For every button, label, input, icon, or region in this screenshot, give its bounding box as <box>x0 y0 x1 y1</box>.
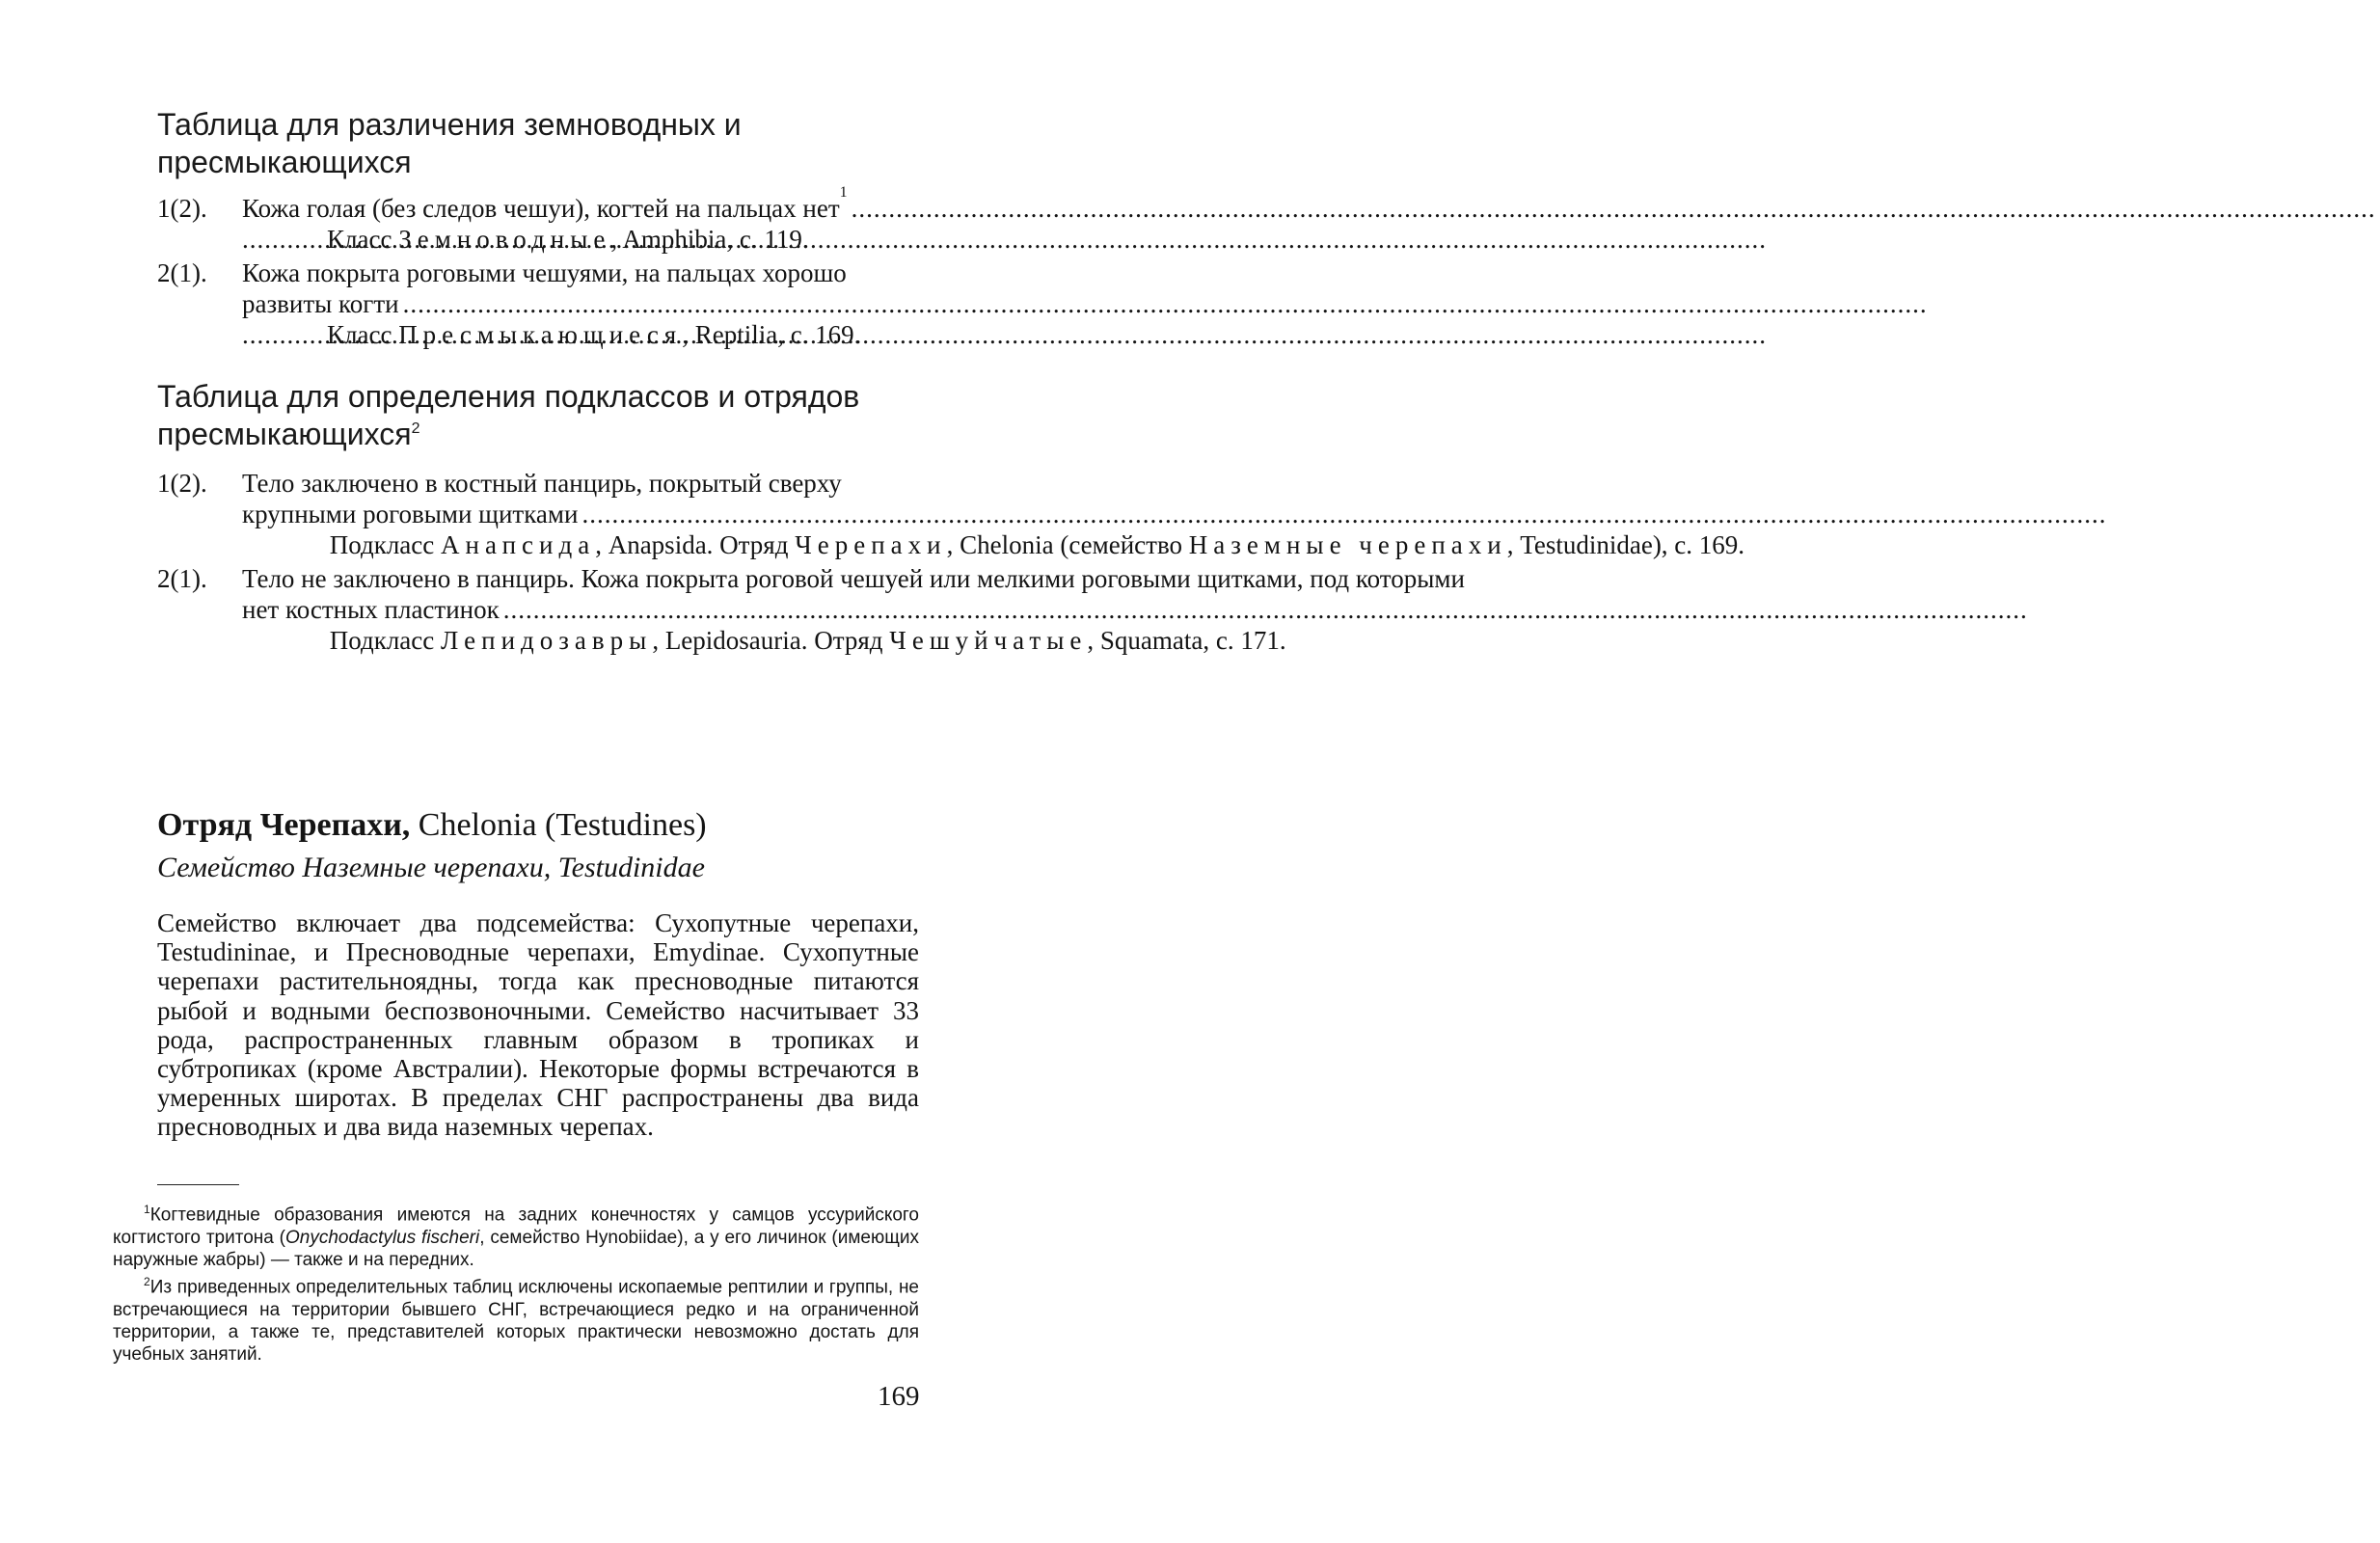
couplet-number: 1(2). <box>157 469 207 498</box>
footnote-ref: 2 <box>411 420 420 437</box>
footnote-2 <box>113 1271 919 1367</box>
footnote-1 <box>113 1199 919 1271</box>
couplet-description: Кожа покрыта роговыми чешуями, на пальцах хорошо <box>242 258 847 287</box>
body-paragraph: Семейство включает два подсемейства: Сухопутные черепахи, Testudininae, и Пресноводные черепахи, Emydinae. Сухопутные черепахи растительноядны, тогда как пресноводные питаются рыбой и водными беспозвоночными. Семейство насчитывает 33 рода, распространенных главным образом в тропиках и субтропиках (кроме Австралии). Некоторые формы встречаются в умеренных широтах. В пределах СНГ распространены два вида пресноводных и два вида наземных черепах. <box>157 908 919 1142</box>
taxon-tail: , Reptilia, с. 169. <box>682 320 861 349</box>
footnotes <box>113 1199 919 1367</box>
leader-dots <box>852 193 2376 224</box>
order-name: Черепахи <box>795 530 947 559</box>
footnote-text: , семейство Hynobiidae), а у его личинок (имеющих наружные жабры) — также и на передних. <box>113 1227 919 1270</box>
key-table-classes <box>157 184 919 353</box>
taxon-tail: , Squamata, с. 171. <box>1087 626 1286 655</box>
taxon-text: , Lepidosauria. Отряд <box>652 626 883 655</box>
order-name: Чешуйчатые <box>889 626 1088 655</box>
footnote-divider <box>157 1184 239 1185</box>
key-couplet <box>157 184 919 255</box>
leader-dots <box>242 224 323 255</box>
footnote-text: Когтевидные образования имеются на задних конечностях у самцов уссурийского когтистого тритона ( <box>113 1205 919 1248</box>
key-couplet <box>157 468 1745 560</box>
key-couplet <box>157 257 919 350</box>
couplet-description-end: развиты когти <box>242 289 399 318</box>
taxon-name: Анапсида <box>441 530 596 559</box>
rank-label: Класс <box>327 320 392 349</box>
couplet-description-end: нет костных пластинок <box>242 595 500 624</box>
couplet-number: 1(2). <box>157 194 207 223</box>
footnote-mark: 1 <box>144 1203 150 1216</box>
taxon-name: Земноводные <box>398 225 611 254</box>
taxon-tail: , Testudinidae), с. 169. <box>1506 530 1745 559</box>
order-heading-latin: Chelonia (Testudines) <box>418 807 707 843</box>
taxon-tail: , Amphibia, с. 119. <box>610 225 809 254</box>
couplet-text <box>242 563 2032 656</box>
couplet-text <box>242 257 1932 350</box>
rank-label: Подкласс <box>329 530 435 559</box>
key-table-title-classes: Таблица для различения земноводных и пресмыкающихся <box>157 107 742 179</box>
couplet-description: Тело заключено в костный панцирь, покрытый сверху <box>242 469 842 498</box>
key-table-title-subclasses <box>157 378 929 453</box>
family-name: Наземные черепахи <box>1188 530 1507 559</box>
page-number: 169 <box>878 1381 920 1412</box>
leader-dots <box>503 594 2028 625</box>
footnote-ref: 1 <box>839 184 848 201</box>
rank-label: Подкласс <box>329 626 435 655</box>
leader-dots <box>242 319 323 350</box>
rank-label: Класс <box>327 225 392 254</box>
couplet-description-end: крупными роговыми щитками <box>242 500 579 528</box>
couplet-number: 2(1). <box>157 258 207 287</box>
species-name: Onychodactylus fischeri <box>285 1227 480 1248</box>
couplet-text <box>242 184 2380 255</box>
taxon-text: , Anapsida. Отряд <box>595 530 789 559</box>
taxon-name: Лепидозавры <box>441 626 653 655</box>
heading-text: Таблица для определения подклассов и отрядов пресмыкающихся <box>157 379 860 451</box>
taxon-name: Пресмыкающиеся <box>398 320 683 349</box>
leader-dots <box>581 499 2106 529</box>
leader-dots <box>403 288 1928 319</box>
key-couplet <box>157 563 1465 656</box>
footnote-mark: 2 <box>144 1275 150 1289</box>
couplet-text <box>242 468 2110 560</box>
order-heading-bold: Отряд Черепахи, <box>157 807 411 843</box>
order-heading <box>157 805 707 846</box>
couplet-description: Тело не заключено в панцирь. Кожа покрыта роговой чешуей или мелкими роговыми щитками, под которыми <box>242 564 1465 593</box>
taxon-text: , Chelonia (семейство <box>946 530 1183 559</box>
key-table-subclasses <box>157 468 1745 659</box>
couplet-number: 2(1). <box>157 564 207 593</box>
couplet-description: Кожа голая (без следов чешуи), когтей на пальцах нет <box>242 194 840 223</box>
footnote-text: Из приведенных определительных таблиц исключены ископаемые рептилии и группы, не встречающиеся на территории бывшего СНГ, встречающиеся редко и на ограниченной территории, а также те, представителей которых практически невозможно достать для учебных занятий. <box>113 1277 919 1366</box>
family-subheading: Семейство Наземные черепахи, Testudinidae <box>157 852 705 883</box>
